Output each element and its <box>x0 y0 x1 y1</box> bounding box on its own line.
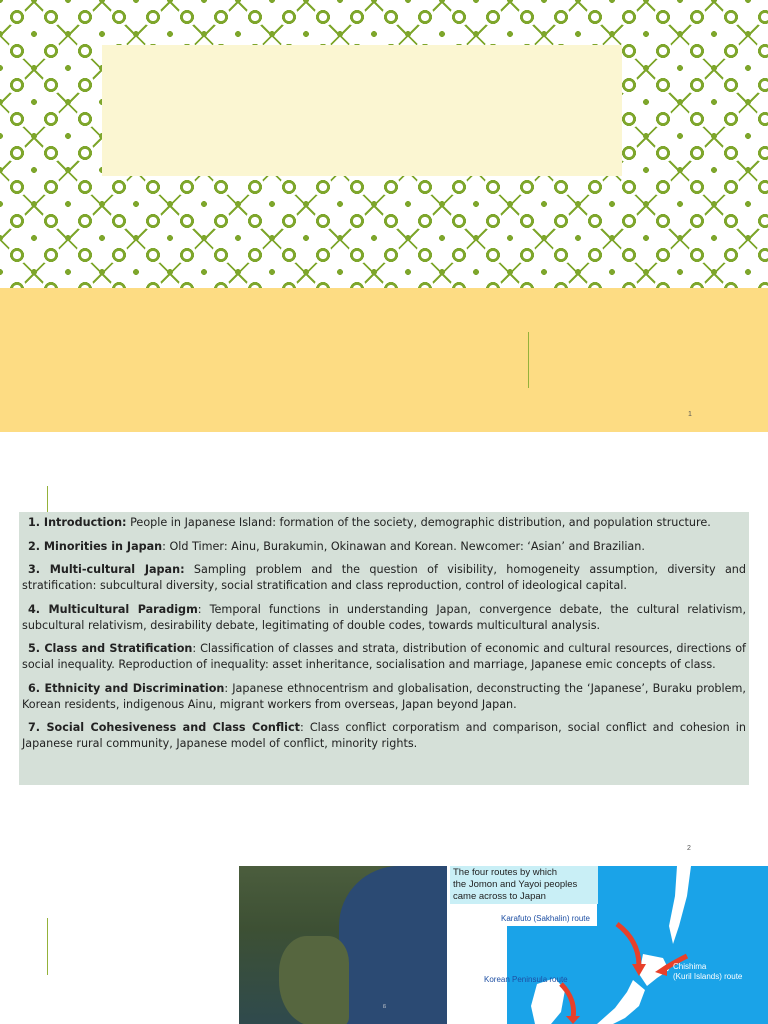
slide-number: 1 <box>688 411 692 418</box>
outline-item-text: People in Japanese Island: formation of the society, demographic distribution, and population structure. <box>126 516 711 529</box>
subtitle-band <box>0 288 768 432</box>
outline-item-text: : Old Timer: Ainu, Burakumin, Okinawan and Korean. Newcomer: ‘Asian’ and Brazilian. <box>162 539 645 553</box>
accent-divider <box>528 332 529 388</box>
outline-item <box>22 681 746 713</box>
outline-item-text: : Temporal functions in understanding Japan, convergence debate, the cultural relativism, subcultural relativism, desirability debate, legitimating of double codes, towards multicultural analysis. <box>22 602 746 632</box>
migration-routes-map <box>447 866 768 1024</box>
karafuto-route-label: Karafuto (Sakhalin) route <box>501 914 590 923</box>
map-caption: The four routes by which the Jomon and Yayoi peoples came across to Japan <box>450 866 598 904</box>
outline-item-heading: 4. Multicultural Paradigm <box>28 602 198 616</box>
outline-item-heading: 3. Multi-cultural Japan: <box>28 563 185 576</box>
outline-item <box>22 539 746 555</box>
outline-item-text: Sampling problem and the question of visibility, homogeneity assumption, diversity and stratification: subcultural diversity, social stratification and class reproduction, control of ideological capital. <box>22 563 746 592</box>
outline-item <box>22 641 746 673</box>
title-placeholder-box <box>102 45 622 176</box>
outline-item <box>22 562 746 594</box>
outline-item-text: : Japanese ethnocentrism and globalisation, deconstructing the ‘Japanese’, Buraku problem, Korean residents, indigenous Ainu, migrant workers from overseas, Japan beyond Japan. <box>22 681 746 711</box>
slide-number: 2 <box>687 845 691 852</box>
accent-divider <box>47 486 48 512</box>
satellite-sea-region <box>339 866 447 1024</box>
outline-item <box>22 602 746 634</box>
outline-item-heading: 6. Ethnicity and Discrimination <box>28 681 225 695</box>
outline-item-text: : Class conflict corporatism and comparison, social conflict and cohesion in Japanese rural community, Japanese model of conflict, minority rights. <box>22 721 746 750</box>
outline-item <box>22 720 746 752</box>
satellite-label: ß <box>383 1004 387 1010</box>
outline-item-heading: 7. Social Cohesiveness and Class Conflict <box>28 721 300 734</box>
accent-divider <box>47 918 48 975</box>
chishima-route-label: Chishima (Kuril Islands) route <box>673 962 743 981</box>
satellite-image <box>239 866 447 1024</box>
course-outline-box <box>19 512 749 785</box>
korean-route-label: Korean Peninsula route <box>484 975 568 984</box>
outline-item-heading: 5. Class and Stratification <box>28 642 193 655</box>
outline-item-text: : Classification of classes and strata, distribution of economic and cultural resources, directions of social inequality. Reproduction of inequality: asset inheritance, socialisation and marriage, Japanese emic concepts of class. <box>22 642 746 671</box>
satellite-peninsula <box>279 936 349 1024</box>
outline-item-heading: 1. Introduction: <box>28 516 127 529</box>
outline-item-heading: 2. Minorities in Japan <box>28 539 163 553</box>
outline-item <box>22 515 746 531</box>
